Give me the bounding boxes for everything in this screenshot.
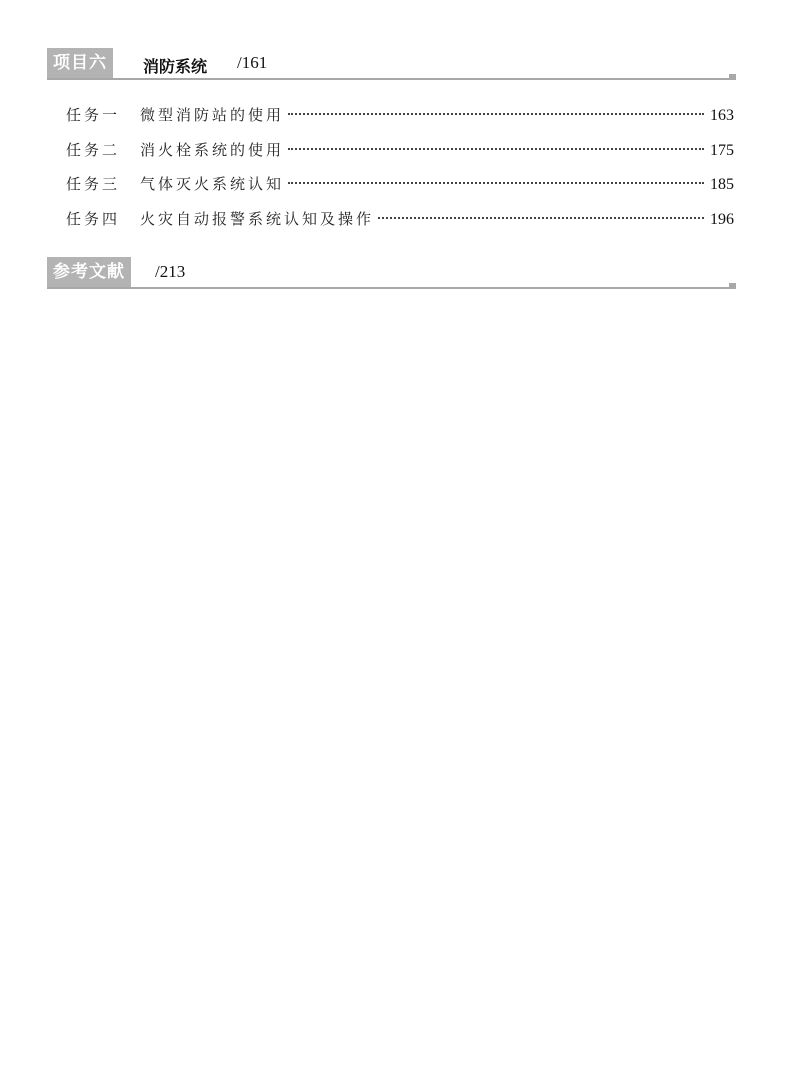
toc-entry[interactable] [66, 171, 734, 206]
task-name: 消火栓系统的使用 [140, 140, 285, 159]
section-header-project-six [47, 48, 736, 80]
task-number: 任务一 [66, 106, 121, 124]
toc-entry[interactable] [66, 137, 734, 172]
dot-leader [288, 182, 704, 184]
toc-entry[interactable] [66, 206, 734, 241]
section-rule [47, 287, 736, 289]
toc-list [66, 102, 734, 240]
dot-leader [288, 148, 704, 150]
section-page-number: /213 [155, 262, 186, 281]
dot-leader [288, 113, 704, 115]
section-tag: 参考文献 [47, 257, 131, 287]
toc-entry[interactable] [66, 102, 734, 137]
task-page-number: 196 [710, 210, 734, 228]
section-header-references [47, 257, 736, 289]
task-page-number: 185 [710, 176, 734, 193]
task-name: 气体灭火系统认知 [140, 175, 285, 193]
task-name: 火灾自动报警系统认知及操作 [140, 209, 375, 228]
task-page-number: 175 [710, 141, 734, 159]
section-rule-end [729, 74, 736, 80]
task-number: 任务二 [66, 140, 121, 159]
section-rule-end [729, 283, 736, 289]
section-page-number: /161 [237, 53, 268, 72]
dot-leader [378, 217, 704, 219]
task-name: 微型消防站的使用 [140, 106, 285, 124]
task-page-number: 163 [710, 107, 734, 124]
task-number: 任务四 [66, 209, 121, 228]
task-number: 任务三 [66, 175, 121, 193]
section-tag: 项目六 [47, 48, 113, 78]
section-title: 消防系统 [143, 57, 208, 76]
section-rule [47, 78, 736, 80]
